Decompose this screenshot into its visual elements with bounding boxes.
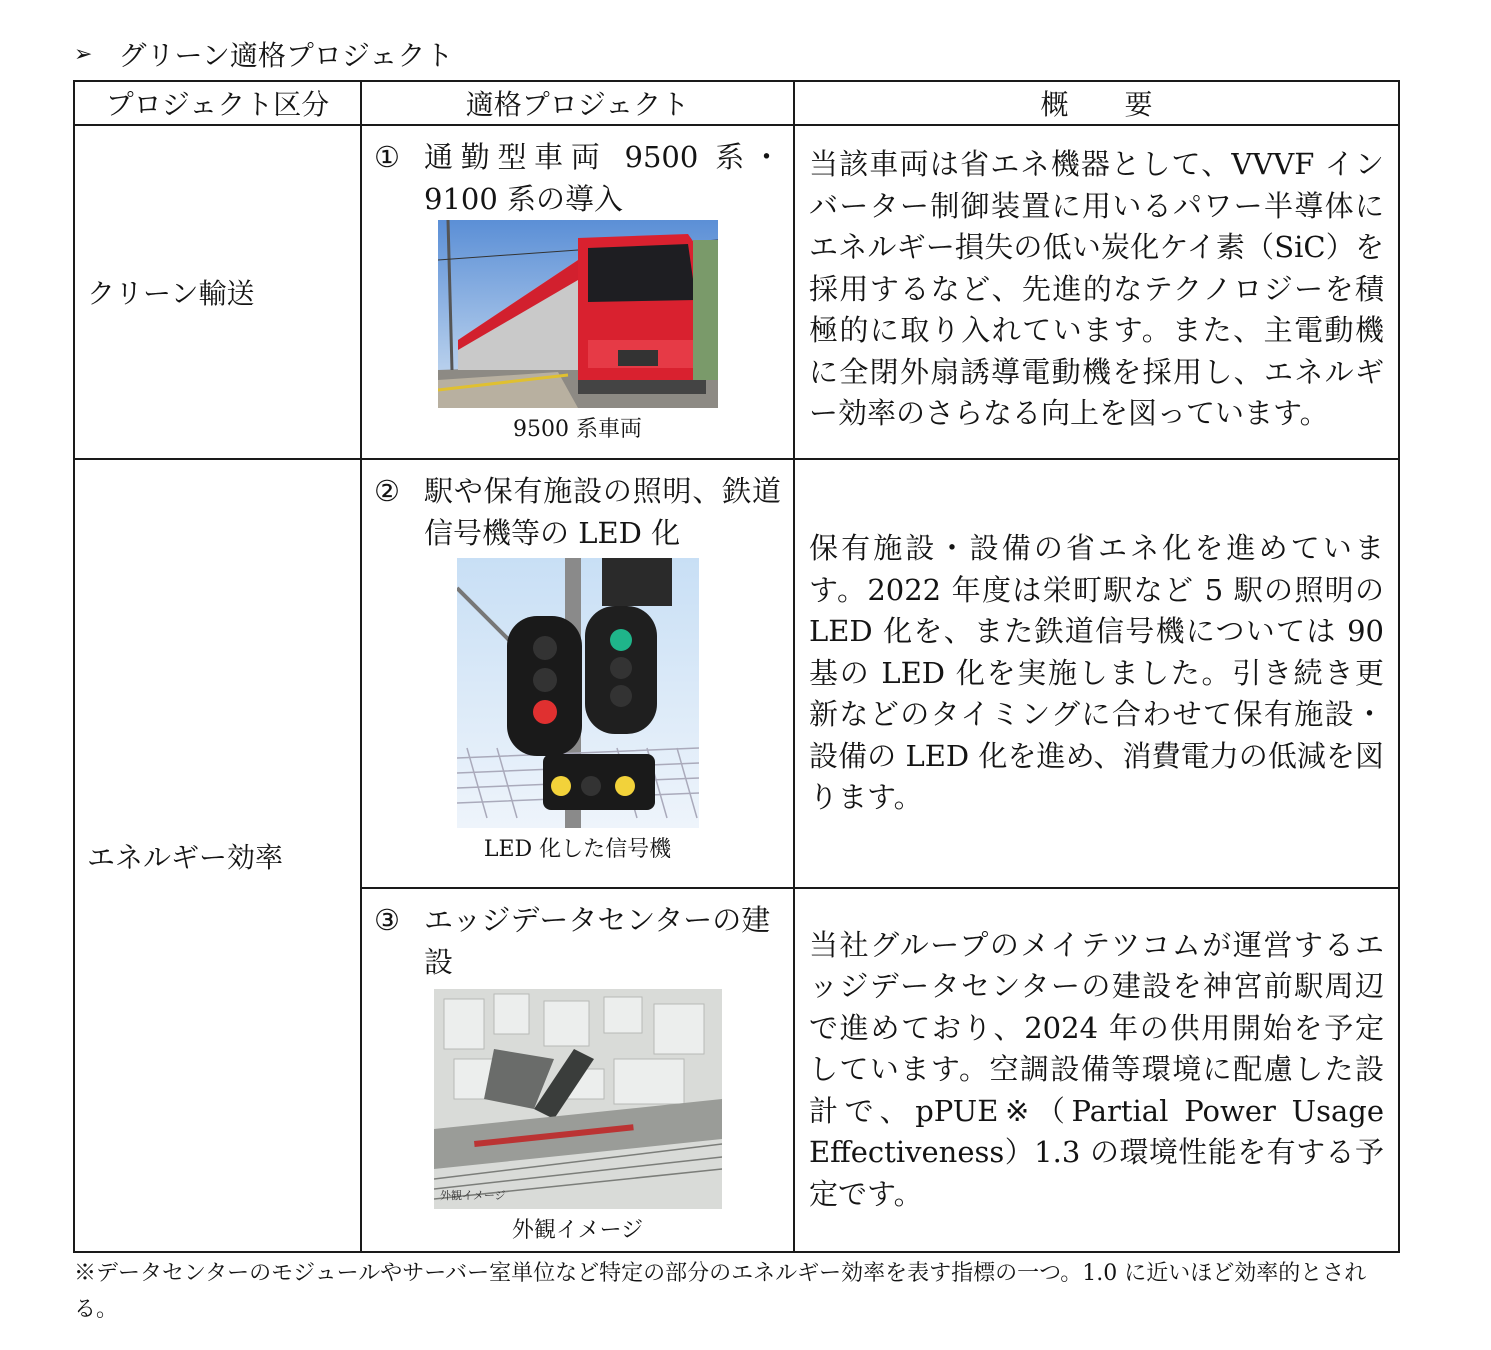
footnote: ※データセンターのモジュールやサーバー室単位など特定の部分のエネルギー効率を表す指標の一つ。1.0 に近いほど効率的とされる。 — [74, 1261, 1367, 1322]
header-category: プロジェクト区分 — [74, 81, 361, 125]
section-heading — [74, 34, 453, 74]
project-cell-datacenter — [361, 888, 794, 1252]
datacenter-photo-image — [434, 989, 722, 1209]
photo-caption: 9500 系車両 — [513, 417, 642, 442]
datacenter-photo — [374, 989, 781, 1209]
train-photo — [374, 220, 781, 408]
arrow-bullet-icon: ➢ — [74, 41, 93, 67]
signal-photo-image — [457, 558, 699, 828]
project-title — [374, 136, 781, 220]
project-title-text: 通勤型車両 9500 系・9100 系の導入 — [424, 140, 781, 216]
category-energy-efficiency: エネルギー効率 — [74, 459, 361, 1252]
header-project: 適格プロジェクト — [361, 81, 794, 125]
category-clean-transport: クリーン輸送 — [74, 125, 361, 459]
project-number: ③ — [374, 903, 400, 937]
section-title: グリーン適格プロジェクト — [118, 39, 454, 72]
green-projects-table — [73, 80, 1400, 1253]
photo-overlay-text: 外観イメージ — [439, 1189, 506, 1202]
table-row — [74, 459, 1399, 888]
summary-led: 保有施設・設備の省エネ化を進めています。2022 年度は栄町駅など 5 駅の照明の LED 化を、また鉄道信号機については 90 基の LED 化を実施しました。引き続き更新などのタイミングに合わせて保有施設・設備の LED 化を進め、消費電力の低減を図ります。 — [794, 459, 1399, 888]
project-number: ② — [374, 474, 400, 508]
project-title — [374, 470, 781, 554]
project-cell-train — [361, 125, 794, 459]
project-number: ① — [374, 140, 400, 174]
photo-caption: LED 化した信号機 — [483, 837, 672, 862]
table-row — [74, 125, 1399, 459]
photo-caption: 外観イメージ — [511, 1218, 644, 1243]
table-header-row — [74, 81, 1399, 125]
summary-datacenter: 当社グループのメイテツコムが運営するエッジデータセンターの建設を神宮前駅周辺で進めており、2024 年の供用開始を予定しています。空調設備等環境に配慮した設計で、pPUE※（Partial Power Usage Effectiveness）1.3 の環境性能を有する予定です。 — [794, 888, 1399, 1252]
signal-photo — [374, 558, 781, 828]
summary-train: 当該車両は省エネ機器として、VVVF インバーター制御装置に用いるパワー半導体にエネルギー損失の低い炭化ケイ素（SiC）を採用するなど、先進的なテクノロジーを積極的に取り入れています。また、主電動機に全閉外扇誘導電動機を採用し、エネルギー効率のさらなる向上を図っています。 — [794, 125, 1399, 459]
project-title — [374, 899, 781, 983]
project-cell-led — [361, 459, 794, 888]
header-summary: 概 要 — [794, 81, 1399, 125]
train-photo-image — [438, 220, 718, 408]
project-title-text: 駅や保有施設の照明、鉄道信号機等の LED 化 — [424, 474, 781, 550]
project-title-text: エッジデータセンターの建設 — [424, 903, 771, 979]
